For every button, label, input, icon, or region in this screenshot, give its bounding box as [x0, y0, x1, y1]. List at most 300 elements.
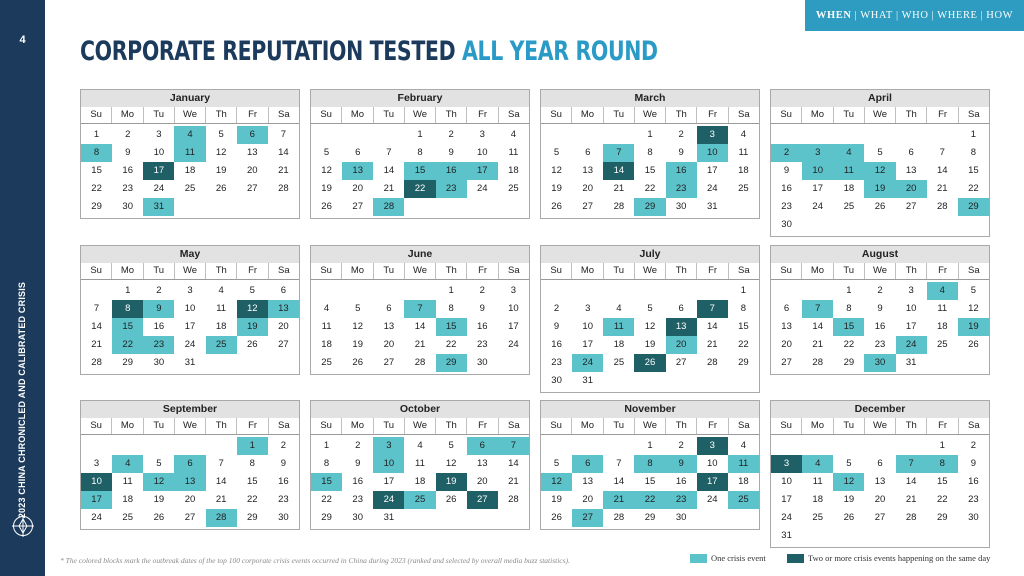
weekday-label: Tu — [373, 263, 404, 279]
day-cell: 29 — [843, 357, 855, 368]
day-cell: 1 — [740, 285, 747, 296]
day-cell: 28 — [936, 201, 948, 212]
day-cell: 14 — [936, 165, 948, 176]
day-cell-one-event: 27 — [572, 509, 603, 527]
day-cell: 4 — [417, 440, 423, 451]
day-cell: 24 — [91, 512, 102, 523]
weekday-label: Su — [90, 109, 102, 120]
day-cell-one-event: 29 — [436, 354, 467, 372]
weekday-label: Mo — [801, 107, 832, 123]
day-cell: 29 — [246, 512, 258, 523]
month-july — [540, 245, 760, 393]
weekday-label: Tu — [833, 418, 864, 434]
title-highlight: ALL YEAR ROUND — [461, 36, 658, 67]
day-cell: 30 — [968, 512, 979, 523]
day-cell-one-event: 15 — [112, 318, 143, 336]
weekday-label: We — [404, 263, 435, 279]
day-cell: 16 — [122, 165, 133, 176]
month-march — [540, 89, 760, 219]
weekday-label: Tu — [603, 418, 634, 434]
weekday-label: Tu — [373, 418, 404, 434]
day-cell: 7 — [386, 147, 392, 158]
day-cell: 31 — [383, 512, 395, 523]
empty-day-cell — [81, 282, 112, 300]
empty-day-cell — [771, 437, 802, 455]
day-cell: 5 — [156, 458, 162, 469]
weekday-label: Sa — [268, 107, 299, 123]
month-january — [80, 89, 300, 219]
weekday-header — [311, 263, 529, 280]
day-cell: 20 — [383, 339, 395, 350]
day-cell: 19 — [215, 165, 227, 176]
empty-day-cell — [833, 126, 864, 144]
weekday-label: We — [404, 107, 435, 123]
footnote: * The colored blocks mark the outbreak dates of the top 100 corporate crisis events occurred in China during 2023 (ranked and selected by overall media buzz statistics). — [60, 556, 570, 565]
weekday-label: Fr — [696, 418, 727, 434]
legend-label-one: One crisis event — [711, 553, 766, 563]
weekday-label: Mo — [801, 418, 832, 434]
day-cell: 15 — [644, 165, 656, 176]
day-cell: 26 — [874, 201, 886, 212]
day-cell: 11 — [937, 303, 948, 314]
day-cell: 28 — [706, 357, 718, 368]
day-cell: 1 — [93, 129, 100, 140]
day-cell: 18 — [184, 165, 196, 176]
empty-day-cell — [802, 437, 833, 455]
empty-day-cell — [404, 282, 435, 300]
day-cell: 2 — [553, 303, 560, 314]
day-cell: 21 — [905, 494, 917, 505]
day-cell: 1 — [647, 129, 653, 140]
day-cell: 30 — [675, 512, 687, 523]
day-cell: 1 — [647, 440, 653, 451]
day-cell-one-event: 4 — [927, 282, 958, 300]
day-cell: 15 — [738, 321, 749, 332]
day-cell: 21 — [812, 339, 823, 350]
day-cell: 18 — [321, 339, 332, 350]
day-cell-one-event: 19 — [958, 318, 989, 336]
weekday-label: Tu — [603, 263, 634, 279]
empty-day-cell — [802, 282, 833, 300]
day-cell: 13 — [383, 321, 395, 332]
day-cell-multi-event: 19 — [436, 473, 467, 491]
day-cell: 7 — [218, 458, 224, 469]
vertical-report-title: 2023 CHINA CHRONICLED AND CALIBRATED CRISIS — [17, 281, 27, 519]
weekday-label: Tu — [833, 263, 864, 279]
day-cell: 14 — [215, 476, 227, 487]
weekday-label: Su — [320, 109, 332, 120]
day-cell: 16 — [153, 321, 165, 332]
day-cell: 8 — [448, 303, 454, 314]
weekday-label: Mo — [111, 263, 142, 279]
day-cell: 10 — [153, 147, 165, 158]
day-cell-one-event: 23 — [666, 491, 697, 509]
day-cell-one-event: 4 — [174, 126, 205, 144]
day-cell: 5 — [323, 147, 330, 158]
day-cell: 30 — [781, 219, 792, 230]
day-cell: 10 — [582, 321, 593, 332]
day-cell: 23 — [968, 494, 979, 505]
day-cell: 27 — [874, 512, 886, 523]
day-cell-one-event: 21 — [603, 491, 634, 509]
day-cell: 3 — [585, 303, 591, 314]
day-cell: 8 — [417, 147, 423, 158]
day-cell-one-event: 8 — [81, 144, 112, 162]
legend-swatch-one — [690, 554, 707, 563]
month-april — [770, 89, 990, 237]
day-cell-one-event: 7 — [404, 300, 435, 318]
empty-day-cell — [311, 282, 342, 300]
page-number: 4 — [19, 34, 26, 46]
day-cell-multi-event: 3 — [697, 437, 728, 455]
day-cell: 13 — [874, 476, 886, 487]
day-cell: 20 — [781, 339, 792, 350]
day-cell-one-event: 4 — [802, 455, 833, 473]
day-cell: 21 — [383, 183, 395, 194]
weekday-label: Th — [665, 418, 696, 434]
day-cell: 15 — [91, 165, 102, 176]
day-cell: 12 — [445, 458, 457, 469]
day-cell: 5 — [647, 303, 653, 314]
day-cell: 16 — [675, 476, 687, 487]
weekday-header — [771, 263, 989, 280]
weekday-label: Su — [320, 265, 332, 276]
day-cell: 22 — [246, 494, 258, 505]
day-cell: 26 — [968, 339, 979, 350]
nav-item-who[interactable]: WHO — [901, 10, 929, 21]
legend-label-multi: Two or more crisis events happening on the same day — [808, 553, 991, 563]
day-cell-one-event: 29 — [634, 198, 665, 216]
day-cell: 27 — [675, 357, 687, 368]
nav-separator: | — [980, 10, 984, 21]
day-cell: 23 — [122, 183, 133, 194]
empty-day-cell — [541, 437, 572, 455]
day-cell: 9 — [479, 303, 485, 314]
day-cell-one-event: 11 — [174, 144, 205, 162]
weekday-header — [541, 107, 759, 124]
day-cell: 28 — [278, 183, 289, 194]
day-cell: 1 — [125, 285, 131, 296]
day-cell: 30 — [675, 201, 687, 212]
day-cell-one-event: 24 — [572, 354, 603, 372]
nav-separator: | — [854, 10, 858, 21]
month-august — [770, 245, 990, 375]
compass-logo-icon — [11, 514, 35, 538]
weekday-label: Sa — [728, 107, 759, 123]
day-cell: 27 — [278, 339, 289, 350]
weekday-label: Tu — [143, 107, 174, 123]
weekday-label: Th — [205, 263, 236, 279]
day-cell: 16 — [781, 183, 792, 194]
day-cell: 14 — [508, 458, 519, 469]
day-cell-multi-event: 14 — [603, 162, 634, 180]
day-cell: 16 — [968, 476, 979, 487]
day-cell: 2 — [970, 440, 977, 451]
nav-item-where[interactable]: WHERE — [937, 10, 978, 21]
day-cell: 11 — [321, 321, 332, 332]
day-cell: 18 — [508, 165, 519, 176]
day-cell-one-event: 28 — [373, 198, 404, 216]
day-cell: 8 — [846, 303, 852, 314]
day-cell: 29 — [738, 357, 749, 368]
day-cell: 24 — [781, 512, 792, 523]
day-cell: 23 — [874, 339, 886, 350]
weekday-label: Th — [895, 418, 926, 434]
day-cell: 3 — [156, 129, 162, 140]
legend-one-event — [690, 553, 766, 563]
legend-swatch-multi — [787, 554, 804, 563]
day-cell: 23 — [781, 201, 792, 212]
nav-item-how[interactable]: HOW — [986, 10, 1014, 21]
day-cell: 3 — [510, 285, 517, 296]
weekday-label: Fr — [466, 107, 497, 123]
day-cell: 13 — [476, 458, 488, 469]
day-grid — [311, 124, 529, 218]
day-cell-one-event: 13 — [268, 300, 299, 318]
day-cell: 7 — [93, 303, 100, 314]
day-cell: 5 — [249, 285, 255, 296]
day-cell: 13 — [582, 476, 593, 487]
day-cell: 1 — [939, 440, 945, 451]
day-cell: 2 — [125, 129, 131, 140]
day-cell: 13 — [905, 165, 917, 176]
month-name: October — [311, 401, 529, 418]
day-cell-multi-event: 3 — [697, 126, 728, 144]
day-cell: 24 — [508, 339, 519, 350]
empty-day-cell — [572, 282, 603, 300]
day-cell-multi-event: 24 — [373, 491, 404, 509]
day-cell: 14 — [613, 476, 625, 487]
day-cell-one-event: 13 — [174, 473, 205, 491]
empty-day-cell — [603, 126, 634, 144]
day-cell: 23 — [476, 339, 488, 350]
day-cell: 7 — [616, 458, 622, 469]
day-cell: 10 — [508, 303, 519, 314]
day-cell-one-event: 6 — [467, 437, 498, 455]
weekday-label: Mo — [341, 418, 372, 434]
day-cell: 9 — [783, 165, 790, 176]
day-cell: 3 — [908, 285, 914, 296]
day-cell: 20 — [476, 476, 488, 487]
day-cell: 2 — [355, 440, 361, 451]
day-cell: 2 — [877, 285, 883, 296]
day-cell-one-event: 19 — [864, 180, 895, 198]
left-sidebar — [0, 0, 45, 576]
day-cell: 2 — [678, 129, 684, 140]
empty-day-cell — [373, 282, 404, 300]
day-cell-multi-event: 10 — [81, 473, 112, 491]
weekday-label: Mo — [571, 263, 602, 279]
day-cell: 16 — [476, 321, 488, 332]
day-cell-one-event: 23 — [436, 180, 467, 198]
weekday-label: Fr — [236, 263, 267, 279]
day-cell: 20 — [278, 321, 289, 332]
day-cell: 22 — [843, 339, 855, 350]
weekday-header — [81, 107, 299, 124]
day-cell-one-event: 28 — [206, 509, 237, 527]
day-cell-one-event: 8 — [634, 455, 665, 473]
day-cell: 6 — [585, 147, 591, 158]
day-cell-one-event: 11 — [728, 455, 759, 473]
day-cell: 15 — [246, 476, 258, 487]
day-cell: 18 — [812, 494, 823, 505]
weekday-label: Sa — [958, 263, 989, 279]
nav-item-when[interactable]: WHEN — [815, 10, 852, 21]
weekday-label: Mo — [571, 418, 602, 434]
weekday-label: Th — [435, 418, 466, 434]
day-cell: 25 — [843, 201, 855, 212]
day-cell: 20 — [582, 494, 593, 505]
day-grid — [771, 124, 989, 236]
weekday-label: Tu — [143, 418, 174, 434]
day-cell: 4 — [740, 129, 747, 140]
day-cell-one-event: 12 — [143, 473, 174, 491]
day-cell: 11 — [415, 458, 425, 469]
weekday-label: Sa — [498, 263, 529, 279]
day-cell: 2 — [156, 285, 162, 296]
month-june — [310, 245, 530, 375]
day-cell: 27 — [352, 201, 363, 212]
month-september — [80, 400, 300, 530]
weekday-label: Fr — [926, 418, 957, 434]
weekday-label: We — [174, 263, 205, 279]
day-cell: 2 — [448, 129, 454, 140]
weekday-label: Tu — [833, 107, 864, 123]
day-cell: 19 — [644, 339, 656, 350]
weekday-label: Su — [550, 420, 562, 431]
day-cell: 5 — [355, 303, 361, 314]
day-cell-one-event: 10 — [802, 162, 833, 180]
empty-day-cell — [896, 437, 927, 455]
nav-item-what[interactable]: WHAT — [860, 10, 893, 21]
day-cell: 29 — [936, 512, 948, 523]
day-cell: 6 — [877, 458, 883, 469]
day-cell-one-event: 12 — [541, 473, 572, 491]
day-cell: 18 — [738, 165, 749, 176]
day-cell: 24 — [706, 183, 718, 194]
day-cell-multi-event: 26 — [634, 354, 665, 372]
day-cell-one-event: 25 — [728, 491, 759, 509]
day-cell-one-event: 10 — [373, 455, 404, 473]
day-cell: 1 — [448, 285, 454, 296]
day-cell: 21 — [508, 476, 519, 487]
day-cell: 26 — [215, 183, 227, 194]
day-cell: 28 — [613, 201, 625, 212]
day-cell: 14 — [812, 321, 823, 332]
weekday-label: Tu — [373, 107, 404, 123]
month-november — [540, 400, 760, 530]
day-cell: 25 — [613, 357, 625, 368]
day-cell-one-event: 23 — [143, 336, 174, 354]
day-cell: 30 — [153, 357, 165, 368]
month-december — [770, 400, 990, 548]
day-cell: 18 — [936, 321, 948, 332]
day-cell: 20 — [246, 165, 258, 176]
weekday-label: Su — [90, 420, 102, 431]
day-cell: 17 — [582, 339, 593, 350]
day-cell: 28 — [613, 512, 625, 523]
day-cell-one-event: 25 — [404, 491, 435, 509]
day-cell: 10 — [184, 303, 196, 314]
day-cell: 2 — [479, 285, 485, 296]
weekday-label: We — [174, 107, 205, 123]
day-cell-one-event: 19 — [237, 318, 268, 336]
day-cell: 4 — [510, 129, 517, 140]
day-cell: 24 — [812, 201, 823, 212]
nav-separator: | — [931, 10, 935, 21]
month-name: April — [771, 90, 989, 107]
day-grid — [541, 435, 759, 529]
day-cell: 21 — [613, 183, 625, 194]
weekday-label: Th — [435, 107, 466, 123]
day-grid — [81, 280, 299, 374]
day-cell: 17 — [508, 321, 519, 332]
weekday-label: Fr — [466, 263, 497, 279]
empty-day-cell — [342, 126, 373, 144]
weekday-label: Mo — [571, 107, 602, 123]
weekday-label: Sa — [268, 418, 299, 434]
empty-day-cell — [174, 437, 205, 455]
empty-day-cell — [833, 437, 864, 455]
empty-day-cell — [896, 126, 927, 144]
weekday-header — [771, 107, 989, 124]
day-cell-one-event: 6 — [237, 126, 268, 144]
weekday-label: Fr — [696, 263, 727, 279]
day-cell: 17 — [706, 165, 718, 176]
day-cell: 21 — [278, 165, 289, 176]
day-cell-one-event: 16 — [666, 162, 697, 180]
day-cell: 28 — [812, 357, 823, 368]
weekday-label: We — [634, 107, 665, 123]
day-cell: 26 — [551, 512, 562, 523]
day-cell-multi-event: 12 — [237, 300, 268, 318]
day-cell: 16 — [551, 339, 562, 350]
weekday-label: Mo — [341, 107, 372, 123]
day-cell: 27 — [905, 201, 917, 212]
day-cell: 5 — [218, 129, 224, 140]
empty-day-cell — [864, 437, 895, 455]
day-cell: 17 — [383, 476, 395, 487]
month-october — [310, 400, 530, 530]
day-cell: 18 — [613, 339, 625, 350]
day-cell: 12 — [352, 321, 363, 332]
empty-day-cell — [112, 437, 143, 455]
day-cell: 7 — [939, 147, 945, 158]
day-cell: 10 — [781, 476, 792, 487]
day-cell-one-event: 6 — [572, 455, 603, 473]
day-cell-one-event: 22 — [634, 491, 665, 509]
weekday-header — [81, 418, 299, 435]
day-cell: 19 — [352, 339, 363, 350]
weekday-label: Sa — [958, 107, 989, 123]
day-cell-one-event: 13 — [342, 162, 373, 180]
day-cell: 14 — [383, 165, 395, 176]
day-cell: 4 — [616, 303, 622, 314]
weekday-label: Su — [780, 109, 792, 120]
empty-day-cell — [541, 126, 572, 144]
day-cell: 17 — [184, 321, 196, 332]
day-cell-multi-event: 3 — [771, 455, 802, 473]
weekday-label: Fr — [696, 107, 727, 123]
day-cell-one-event: 12 — [864, 162, 895, 180]
day-cell-one-event: 11 — [833, 162, 864, 180]
day-cell: 31 — [184, 357, 196, 368]
day-cell: 14 — [414, 321, 426, 332]
day-cell: 16 — [352, 476, 363, 487]
weekday-header — [541, 418, 759, 435]
day-cell-one-event: 17 — [467, 162, 498, 180]
day-cell: 14 — [706, 321, 718, 332]
